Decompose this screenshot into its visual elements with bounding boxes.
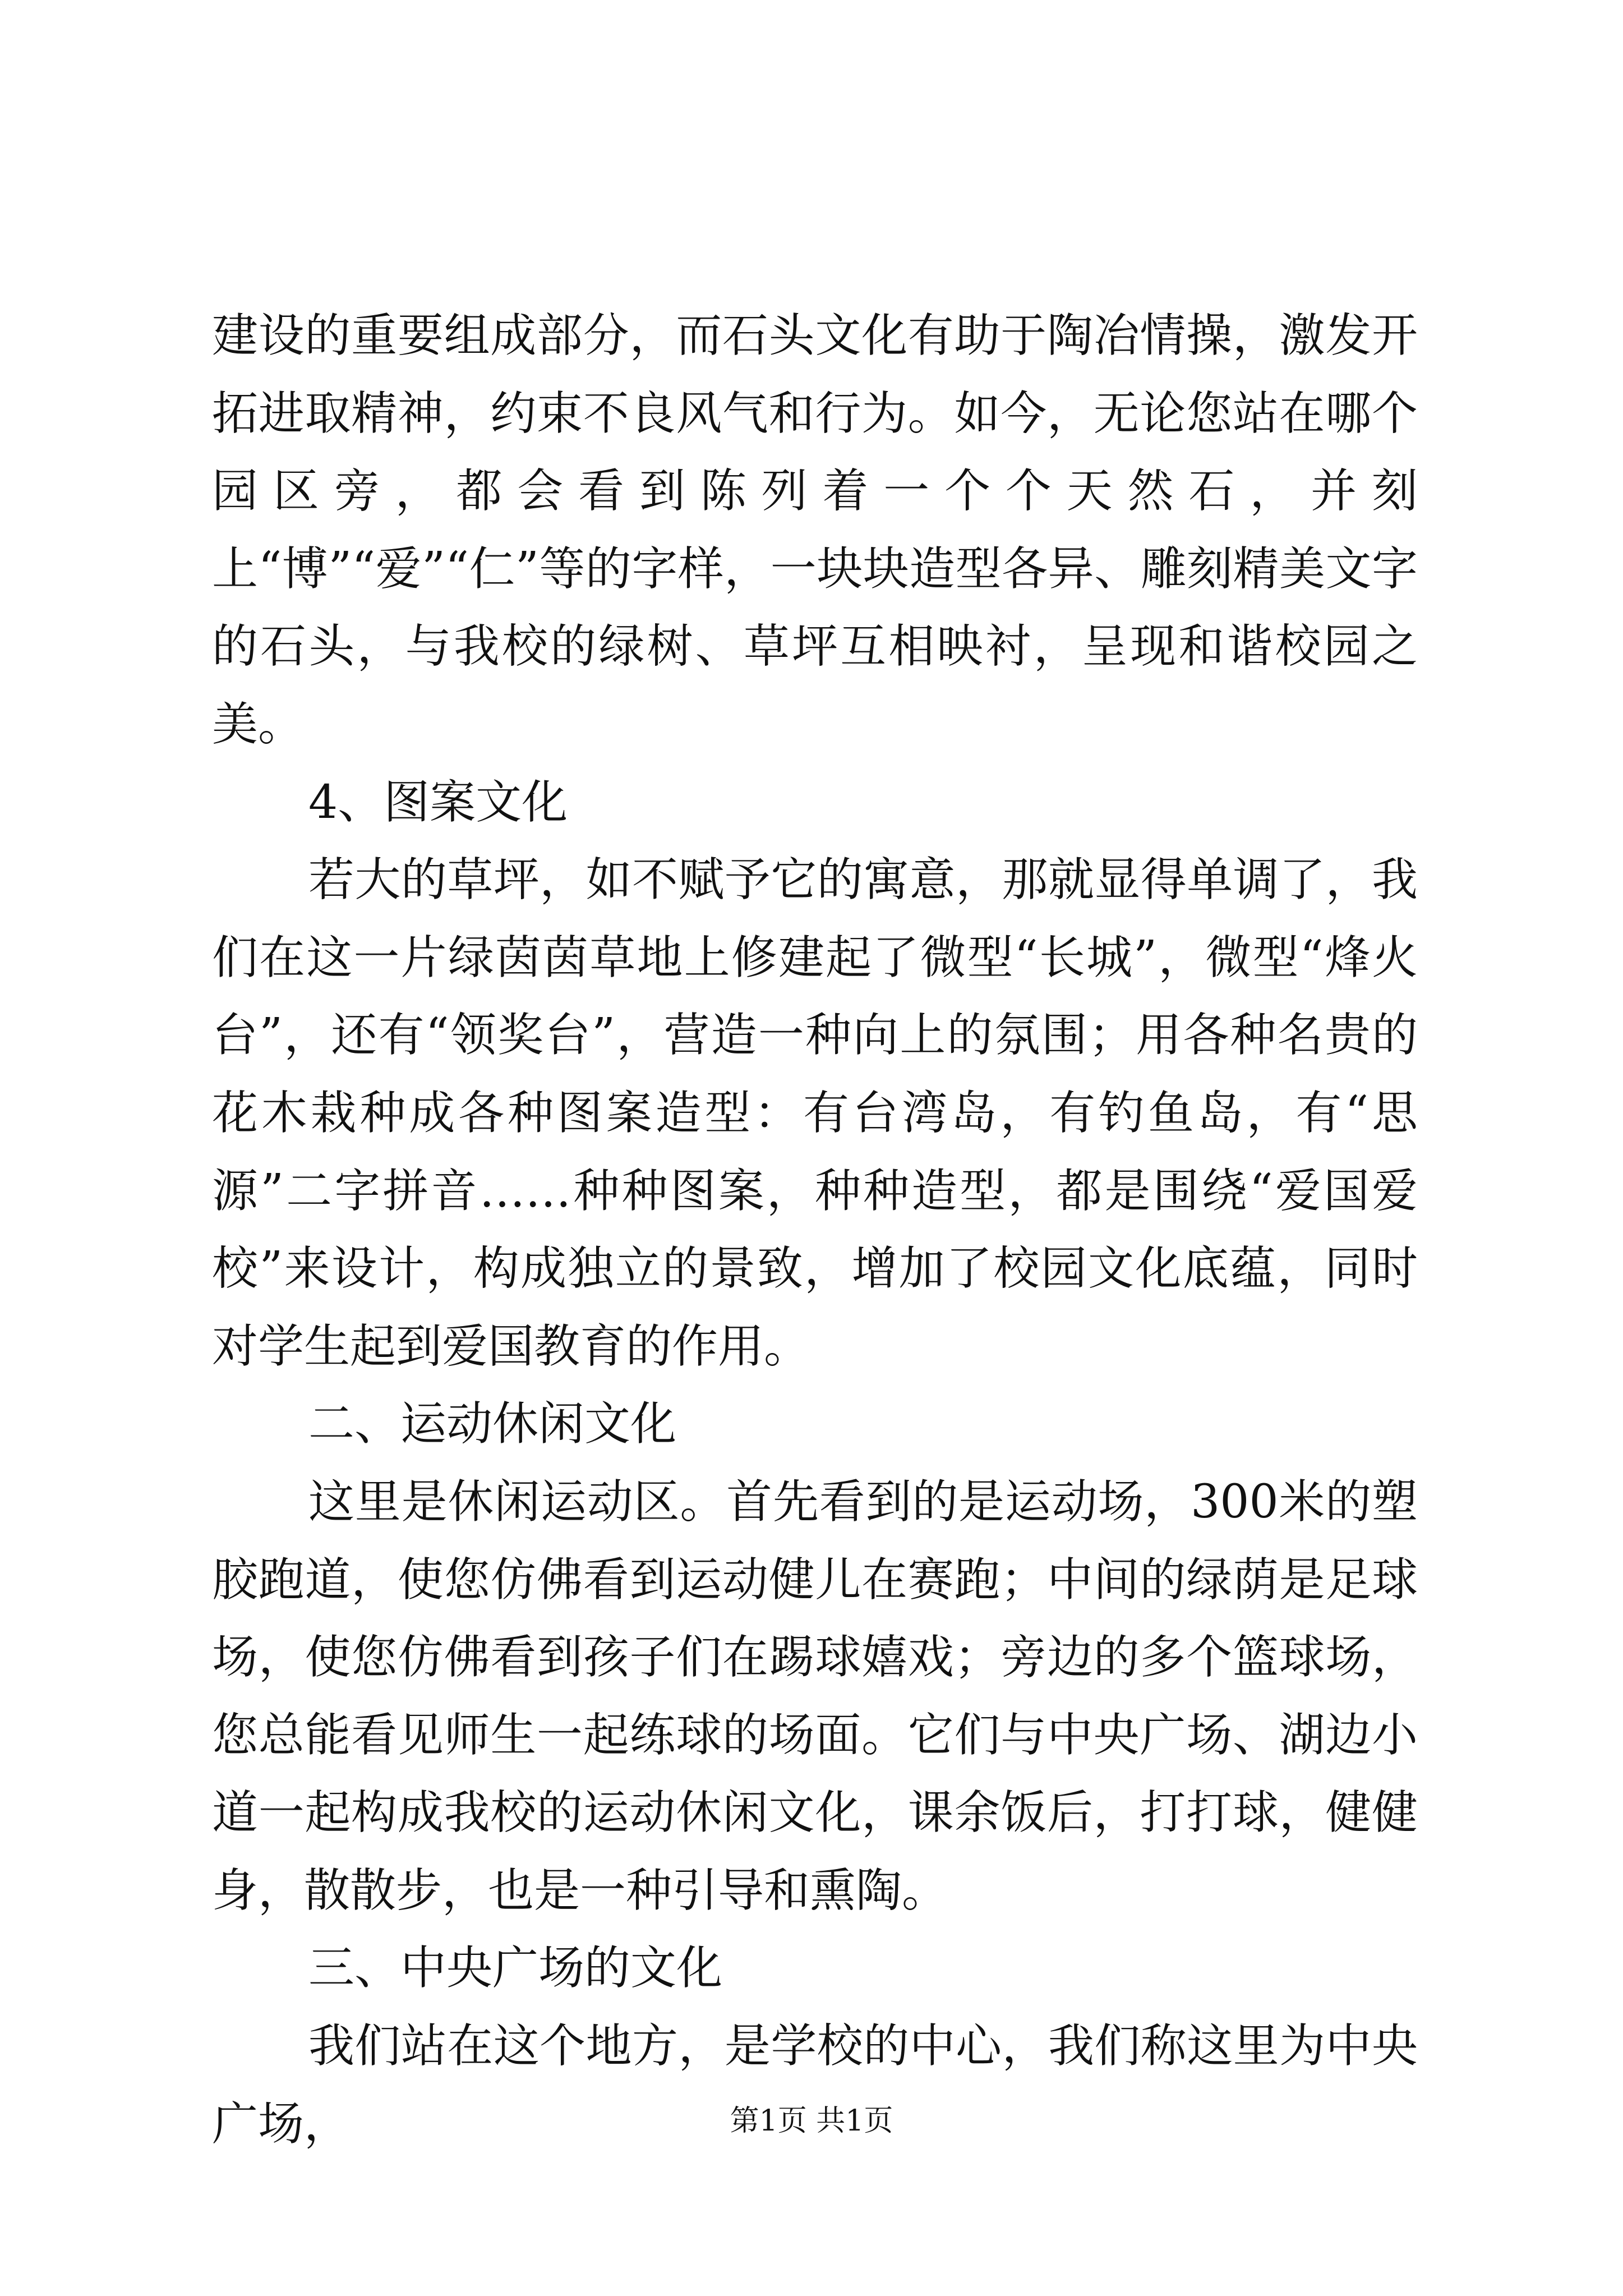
paragraph-pattern-culture: 若大的草坪，如不赋予它的寓意，那就显得单调了，我们在这一片绿茵茵草地上修建起了微型“长城”，微型“烽火台”，还有“领奖台”，营造一种向上的氛围；用各种名贵的花木栽种成各种图案造型：有台湾岛，有钓鱼岛，有“思源”二字拼音……种种图案，种种造型，都是围绕“爱国爱校”来设计，构成独立的景致，增加了校园文化底蕴，同时对学生起到爱国教育的作用。 (212, 853, 1418, 1373)
section-heading-central-plaza: 三、中央广场的文化 (308, 1941, 723, 1995)
paragraph-stone-culture-continuation: 建设的重要组成部分，而石头文化有助于陶冶情操，激发开拓进取精神，约束不良风气和行为。如今，无论您站在哪个园区旁，都会看到陈列着一个个天然石，并刻上“博”“爱”“仁”等的字样，一块块造型各异、雕刻精美文字的石头，与我校的绿树、草坪互相映衬，呈现和谐校园之美。 (212, 309, 1418, 751)
document-body (212, 297, 1418, 2163)
section-heading-sports-leisure: 二、运动休闲文化 (308, 1397, 677, 1451)
section-heading-pattern-culture: 4、图案文化 (308, 775, 568, 829)
paragraph-sports-leisure: 这里是休闲运动区。首先看到的是运动场，300米的塑胶跑道，使您仿佛看到运动健儿在赛跑；中间的绿荫是足球场，使您仿佛看到孩子们在踢球嬉戏；旁边的多个篮球场，您总能看见师生一起练球的场面。它们与中央广场、湖边小道一起构成我校的运动休闲文化，课余饭后，打打球，健健身，散散步，也是一种引导和熏陶。 (212, 1475, 1418, 1917)
page-footer: 第1页 共1页 (730, 2104, 893, 2138)
paragraph-central-plaza: 我们站在这个地方，是学校的中心，我们称这里为中央广场， (212, 2019, 1418, 2151)
